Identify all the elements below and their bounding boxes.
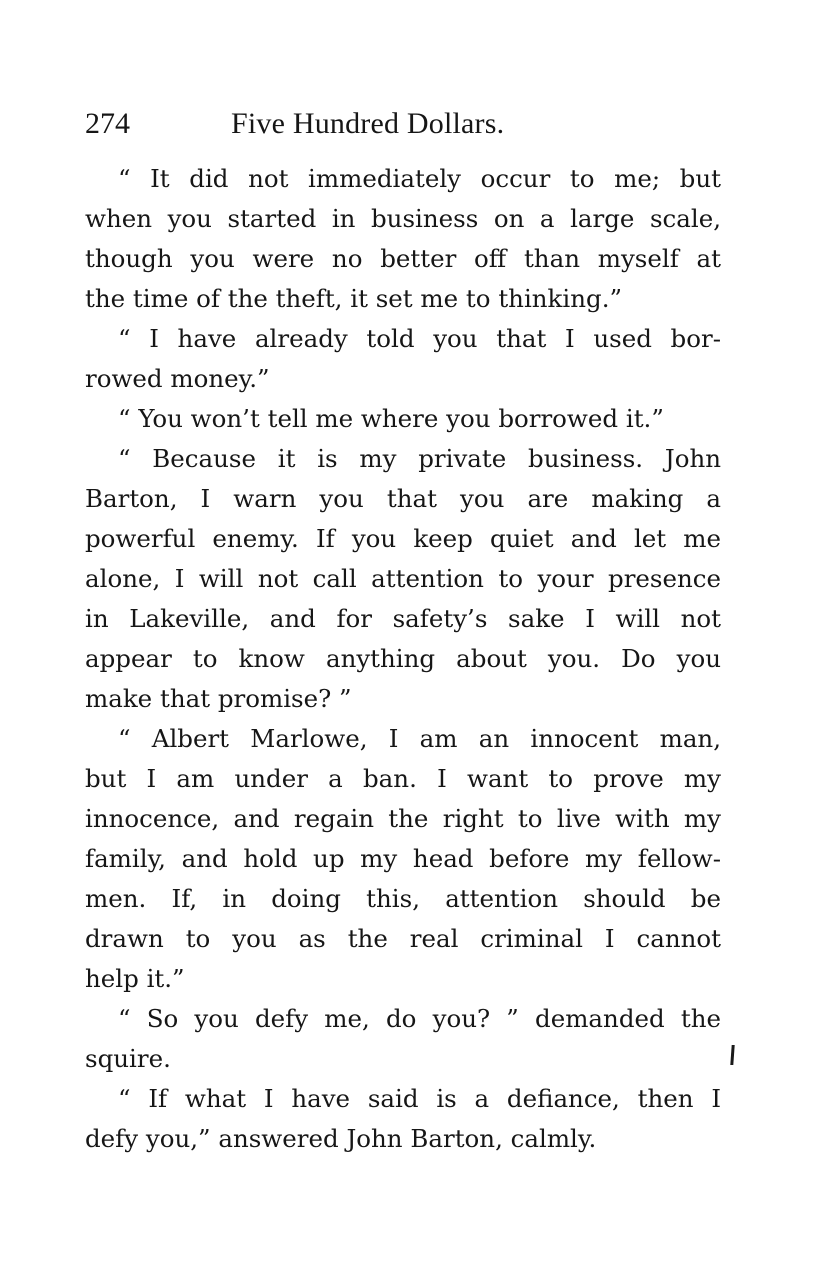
paragraph: [85, 999, 721, 1079]
text-line: men. If, in doing this, attention should be: [85, 884, 721, 913]
text-line: “ It did not immediately occur to me; but: [118, 164, 721, 193]
book-page: [85, 103, 721, 1159]
page-number: 274: [85, 107, 130, 140]
text-line: powerful enemy. If you keep quiet and let me: [85, 524, 721, 553]
paragraph: [85, 159, 721, 319]
text-line: appear to know anything about you. Do you: [85, 644, 721, 673]
text-line: “ So you defy me, do you? ” demanded the: [118, 1004, 721, 1033]
paragraph: [85, 719, 721, 999]
paragraph: [85, 319, 721, 399]
paragraph: [85, 1079, 721, 1159]
text-line: rowed money.”: [85, 364, 270, 393]
page-body: [85, 159, 721, 1159]
text-line: though you were no better off than myself at: [85, 244, 721, 273]
text-line: alone, I will not call attention to your presence: [85, 564, 721, 593]
text-line: family, and hold up my head before my fellow-: [85, 844, 721, 873]
text-line: “ I have already told you that I used bor-: [118, 324, 721, 353]
text-line: Barton, I warn you that you are making a: [85, 484, 721, 513]
text-line: defy you,” answered John Barton, calmly.: [85, 1124, 597, 1153]
text-line: help it.”: [85, 964, 185, 993]
text-line: drawn to you as the real criminal I cannot: [85, 924, 721, 953]
margin-ink-mark: [730, 1045, 734, 1065]
paragraph: [85, 399, 721, 439]
text-line: the time of the theft, it set me to thinking.”: [85, 284, 623, 313]
text-line: “ You won’t tell me where you borrowed it.”: [118, 404, 664, 433]
text-line: innocence, and regain the right to live with my: [85, 804, 721, 833]
text-line: in Lakeville, and for safety’s sake I will not: [85, 604, 721, 633]
text-line: “ Albert Marlowe, I am an innocent man,: [118, 724, 721, 753]
text-line: squire.: [85, 1044, 171, 1073]
text-line: but I am under a ban. I want to prove my: [85, 764, 721, 793]
running-title: Five Hundred Dollars.: [231, 107, 505, 140]
text-line: “ Because it is my private business. John: [118, 444, 721, 473]
text-line: “ If what I have said is a defiance, then I: [118, 1084, 721, 1113]
page-header: [85, 103, 721, 145]
text-line: make that promise? ”: [85, 684, 352, 713]
paragraph: [85, 439, 721, 719]
text-line: when you started in business on a large scale,: [85, 204, 721, 233]
